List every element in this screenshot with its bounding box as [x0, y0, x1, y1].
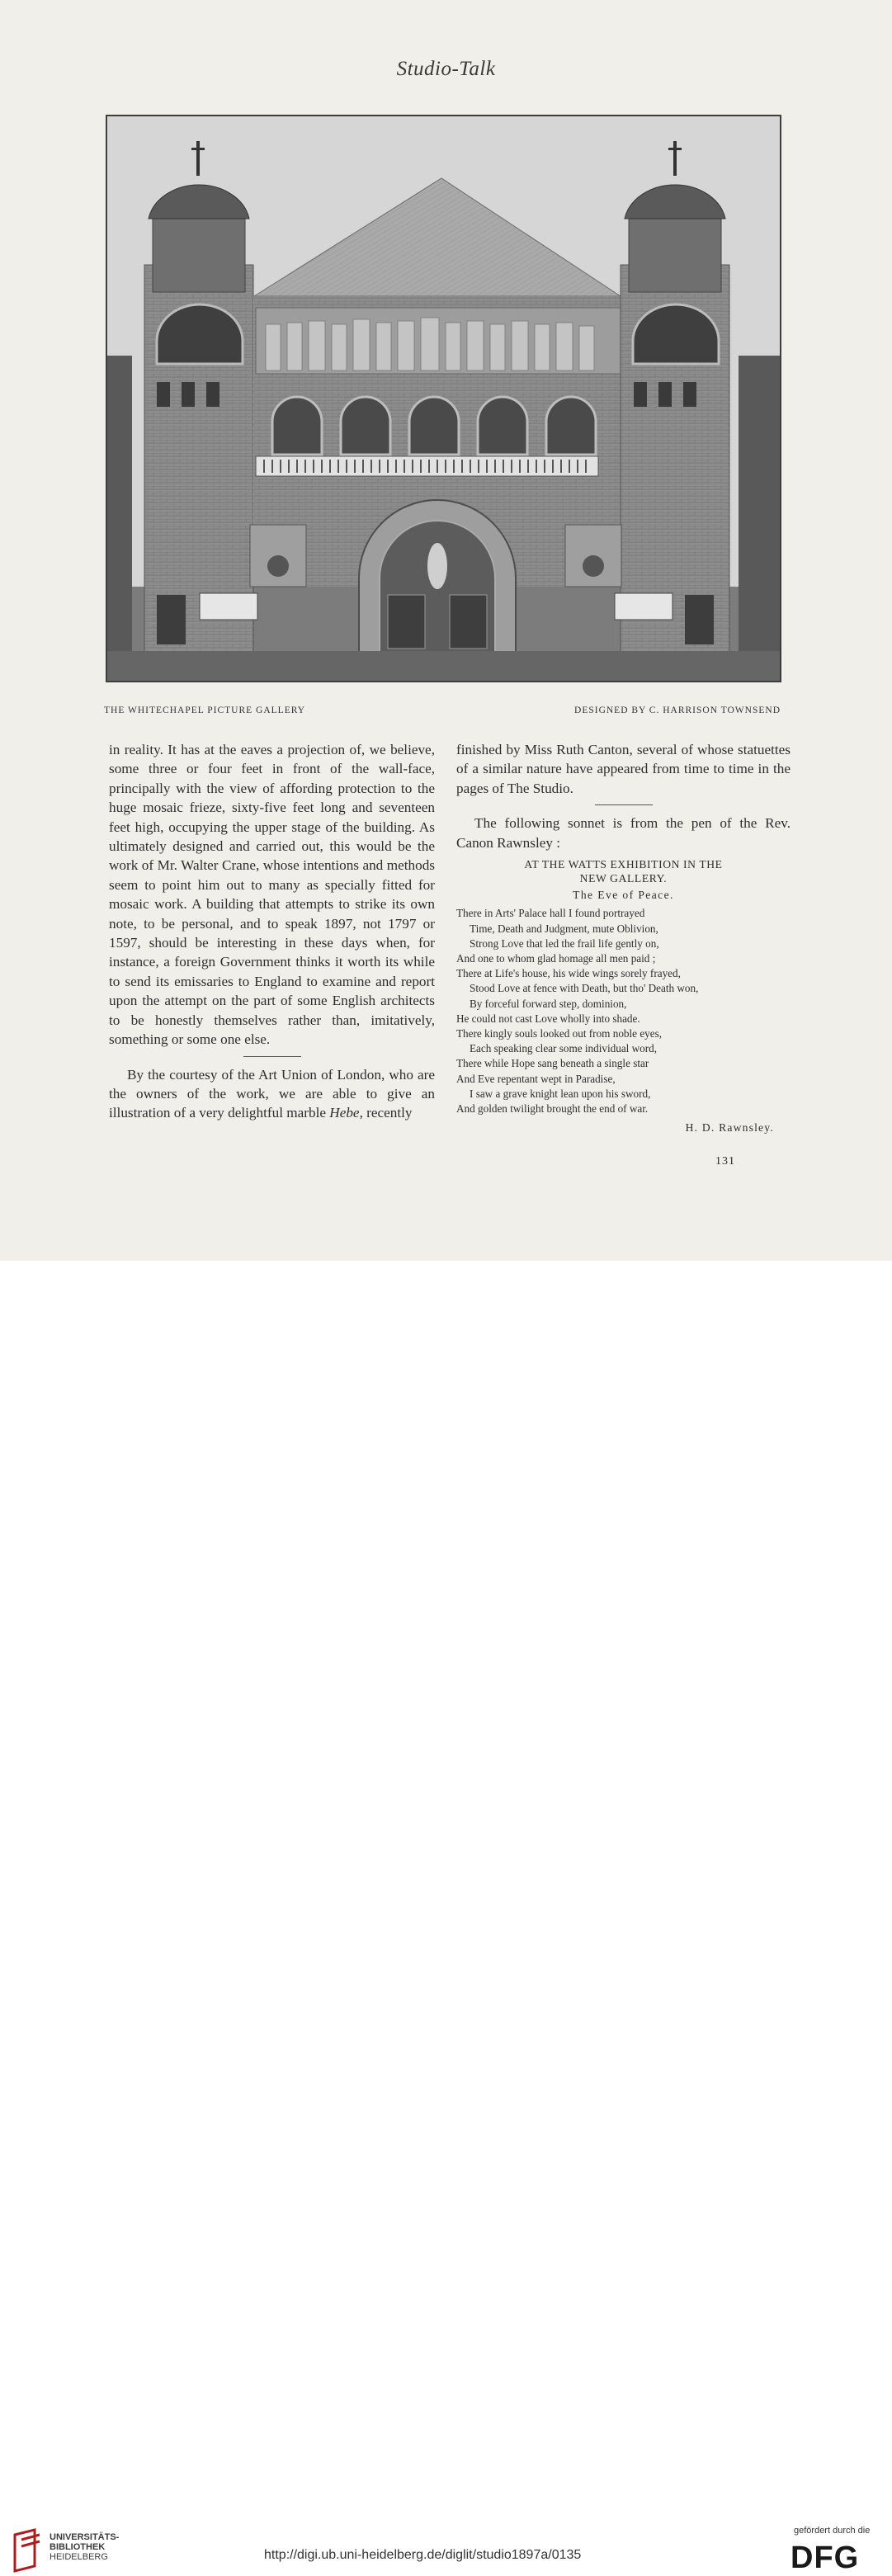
verse-line: And Eve repentant wept in Paradise, — [456, 1072, 616, 1085]
caption-credit: DESIGNED BY C. HARRISON TOWNSEND — [574, 705, 781, 715]
caption-title: THE WHITECHAPEL PICTURE GALLERY — [104, 705, 306, 715]
right-column — [456, 740, 791, 1138]
sonnet-verse — [456, 906, 791, 1116]
verse-line: Strong Love that led the frail life gently on, — [470, 937, 659, 950]
verse-line: There at Life's house, his wide wings sorely frayed, — [456, 967, 681, 980]
library-logo-icon — [10, 2528, 43, 2573]
right-paragraph-1: finished by Miss Ruth Canton, several of whose statuettes of a similar nature have appeared from time to time in the pages of The Studio. — [456, 742, 791, 796]
section-divider — [595, 804, 653, 805]
verse-line: There while Hope sang beneath a single star — [456, 1057, 649, 1070]
funding-caption: gefördert durch die — [794, 2526, 871, 2536]
left-paragraph-2: By the courtesy of the Art Union of London, who are the owners of the work, we are able to give an illustration of a very delightful marble Hebe, recently — [109, 1066, 435, 1121]
sonnet-title: The Eve of Peace. — [573, 889, 674, 902]
left-column — [109, 740, 435, 1123]
italic-title: Hebe — [329, 1105, 360, 1121]
verse-line: And one to whom glad homage all men paid ; — [456, 952, 656, 965]
verse-line: There kingly souls looked out from noble eyes, — [456, 1027, 663, 1040]
left-paragraph-1: in reality. It has at the eaves a projection of, we believe, some three or four feet in front of the wall-face, principally with the view of affording protection to the huge mosaic frieze, sixty-five feet long and seventeen feet high, occupying the upper stage of the building. As ultimately designed and carried out, this would be the work of Mr. Walter Crane, whose intentions and methods seem to point him out to many as specially fitted for mosaic work. A building that attempts to strike its own note, to be personal, and to speak 1897, not 1797 or 1597, should be interesting in these days when, for instance, a foreign Government thinks it worth its while to send its emissaries to England to examine and report upon the attempt on the part of some English architects to be honestly themselves rather than, imitatively, something or some one else. — [109, 742, 435, 1048]
scanned-page — [0, 0, 892, 1261]
verse-line: Each speaking clear some individual word, — [470, 1042, 658, 1055]
running-head: Studio-Talk — [396, 58, 496, 80]
repository-footer — [0, 1261, 892, 2575]
library-name: UNIVERSITÄTS- BIBLIOTHEK HEIDELBERG — [50, 2532, 120, 2562]
verse-line: I saw a grave knight lean upon his sword, — [470, 1087, 651, 1100]
verse-line: Time, Death and Judgment, mute Oblivion, — [470, 922, 658, 935]
right-paragraph-2: The following sonnet is from the pen of the Rev. Canon Rawnsley : — [456, 815, 791, 851]
dfg-logo: DFG — [791, 2541, 860, 2575]
verse-line: By forceful forward step, dominion, — [470, 997, 627, 1010]
section-divider — [243, 1056, 301, 1057]
verse-line: He could not cast Love wholly into shade. — [456, 1012, 640, 1025]
verse-line: Stood Love at fence with Death, but tho' Death won, — [470, 982, 699, 995]
verse-line: And golden twilight brought the end of war. — [456, 1102, 649, 1116]
author-signature: H. D. Rawnsley. — [685, 1121, 774, 1135]
page-number: 131 — [715, 1155, 735, 1168]
building-illustration — [106, 115, 781, 682]
permalink[interactable]: http://digi.ub.uni-heidelberg.de/diglit/studio1897a/0135 — [264, 2548, 582, 2562]
sonnet-heading: AT THE WATTS EXHIBITION IN THE NEW GALLERY. — [524, 858, 723, 885]
verse-line: There in Arts' Palace hall I found portrayed — [456, 907, 645, 920]
